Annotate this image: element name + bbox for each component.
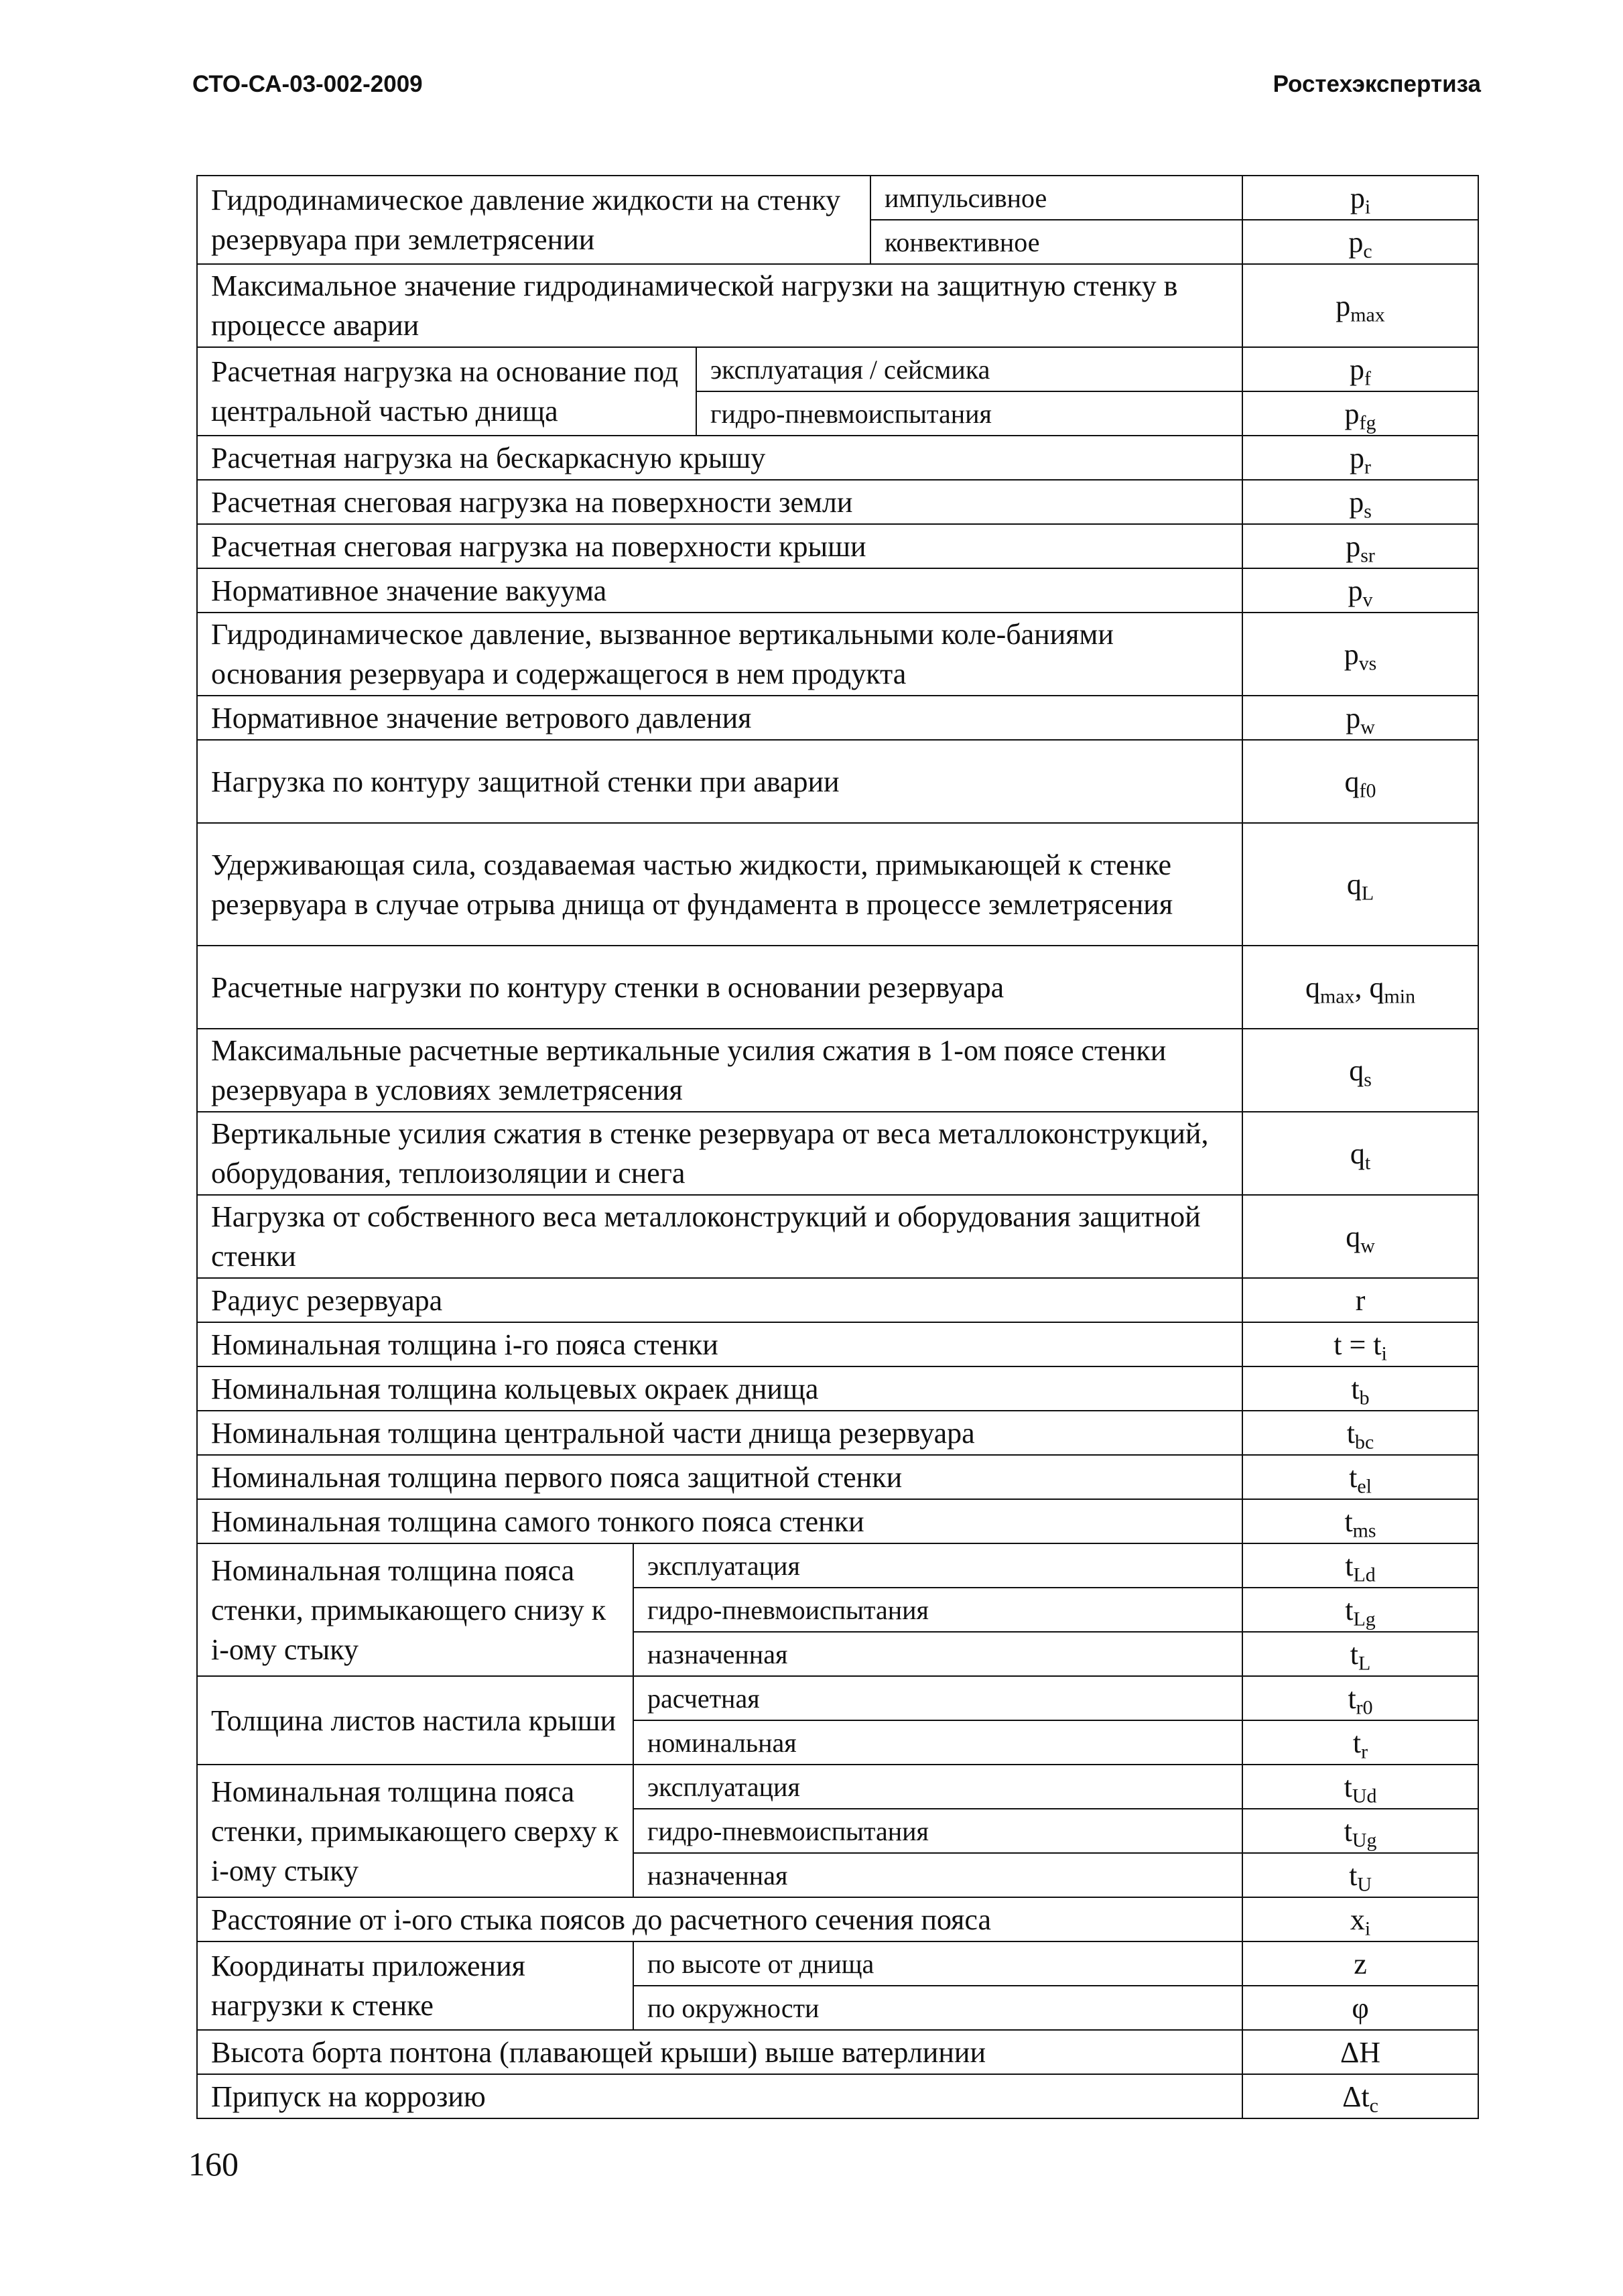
parameter-label: Номинальная толщина пояса стенки, примыкающего снизу к i-ому стыку [197, 1543, 633, 1676]
symbol-base: t [1344, 1814, 1352, 1848]
table-row [197, 740, 1478, 823]
table-row [197, 946, 1478, 1029]
symbol-subscript: bc [1355, 1430, 1374, 1453]
symbol-subscript: L [1358, 1651, 1371, 1674]
parameter-label: Гидродинамическое давление жидкости на стенку резервуара при землетрясении [197, 176, 870, 264]
symbol-cell [1242, 1720, 1478, 1765]
symbol-cell [1242, 1195, 1478, 1278]
parameter-label: Толщина листов настила крыши [197, 1676, 633, 1765]
symbol-cell [1242, 823, 1478, 946]
symbol-subscript: s [1364, 499, 1372, 522]
symbol-base: φ [1352, 1991, 1369, 2025]
symbol-base: t [1345, 1549, 1354, 1582]
sub-parameter-label: по высоте от днища [633, 1941, 1242, 1986]
parameter-label: Номинальная толщина пояса стенки, примыкающего сверху к i-ому стыку [197, 1765, 633, 1897]
symbol-separator: = [1342, 1328, 1374, 1361]
table-row [197, 1499, 1478, 1543]
symbol-cell [1242, 1897, 1478, 1941]
symbol-base: ΔH [1340, 2035, 1381, 2069]
parameter-label: Максимальное значение гидродинамической нагрузки на защитную стенку в процессе аварии [197, 264, 1242, 347]
table-row [197, 2030, 1478, 2074]
symbol-base: q [1349, 1054, 1364, 1087]
symbol-subscript: Ug [1352, 1828, 1377, 1851]
table-row [197, 613, 1478, 696]
symbol-subscript: Ld [1353, 1563, 1376, 1586]
symbol-base: p [1344, 637, 1359, 671]
symbol-subscript: i [1364, 195, 1371, 218]
parameter-label: Расчетная нагрузка на бескаркасную крышу [197, 436, 1242, 480]
symbol-cell [1242, 568, 1478, 613]
symbol-cell [1242, 613, 1478, 696]
symbol-cell [1242, 436, 1478, 480]
symbol-base: p [1348, 225, 1364, 259]
symbol-base: t [1351, 1372, 1360, 1405]
symbol-base: q [1369, 970, 1384, 1004]
sub-parameter-label: конвективное [870, 220, 1242, 264]
table-row [197, 1455, 1478, 1499]
symbol-base: t [1334, 1328, 1342, 1361]
sub-parameter-label: номинальная [633, 1720, 1242, 1765]
symbol-base: p [1344, 397, 1360, 430]
table-row [197, 2074, 1478, 2118]
parameter-label: Номинальная толщина кольцевых окраек днища [197, 1366, 1242, 1411]
symbol-cell [1242, 1588, 1478, 1632]
table-row [197, 568, 1478, 613]
symbol-base: q [1346, 1220, 1361, 1253]
symbol-subscript: U [1357, 1872, 1372, 1895]
table-row [197, 1676, 1478, 1720]
symbol-subscript: Ud [1352, 1784, 1377, 1807]
symbol-subscript: c [1369, 2094, 1378, 2116]
parameter-label: Расстояние от i-ого стыка поясов до расчетного сечения пояса [197, 1897, 1242, 1941]
symbol-separator: , [1354, 970, 1370, 1004]
table-row [197, 176, 1478, 220]
symbol-cell [1242, 1455, 1478, 1499]
symbol-cell [1242, 264, 1478, 347]
symbol-cell [1242, 1853, 1478, 1897]
table-row [197, 436, 1478, 480]
organization-name: Ростехэкспертиза [1273, 71, 1481, 97]
symbol-base: p [1350, 441, 1365, 474]
symbol-subscript: i [1364, 1917, 1371, 1939]
parameter-label: Номинальная толщина самого тонкого пояса стенки [197, 1499, 1242, 1543]
symbol-subscript: max [1320, 984, 1355, 1007]
symbol-base: p [1348, 574, 1363, 607]
symbol-cell [1242, 391, 1478, 436]
table-row [197, 1029, 1478, 1112]
parameter-label: Высота борта понтона (плавающей крыши) выше ватерлинии [197, 2030, 1242, 2074]
symbol-subscript: Lg [1353, 1607, 1376, 1630]
symbol-base: t [1349, 1858, 1358, 1892]
symbol-base: p [1346, 701, 1361, 735]
symbol-cell [1242, 2074, 1478, 2118]
symbol-cell [1242, 1765, 1478, 1809]
document-code: СТО-СА-03-002-2009 [192, 71, 423, 97]
symbol-subscript: f [1364, 367, 1371, 389]
symbol-subscript: max [1350, 303, 1385, 326]
symbol-base: t [1344, 1770, 1352, 1803]
symbol-base: t [1348, 1681, 1356, 1715]
symbol-base: p [1346, 529, 1361, 563]
symbol-cell [1242, 2030, 1478, 2074]
parameter-label: Расчетные нагрузки по контуру стенки в основании резервуара [197, 946, 1242, 1029]
table-row [197, 264, 1478, 347]
sub-parameter-label: эксплуатация [633, 1543, 1242, 1588]
parameter-label: Нагрузка по контуру защитной стенки при аварии [197, 740, 1242, 823]
symbol-cell [1242, 1941, 1478, 1986]
symbol-base: q [1344, 765, 1360, 798]
symbol-subscript: min [1384, 984, 1416, 1007]
parameter-label: Нормативное значение вакуума [197, 568, 1242, 613]
sub-parameter-label: назначенная [633, 1632, 1242, 1676]
parameter-label: Удерживающая сила, создаваемая частью жидкости, примыкающей к стенке резервуара в случае отрыва днища от фундамента в процессе землетрясения [197, 823, 1242, 946]
table-row [197, 1322, 1478, 1366]
table-row [197, 823, 1478, 946]
parameter-label: Расчетная снеговая нагрузка на поверхности крыши [197, 524, 1242, 568]
symbol-subscript: v [1362, 588, 1373, 611]
parameter-label: Номинальная толщина первого пояса защитной стенки [197, 1455, 1242, 1499]
symbols-table [196, 175, 1479, 2119]
sub-parameter-label: назначенная [633, 1853, 1242, 1897]
sub-parameter-label: гидро-пневмоиспытания [633, 1588, 1242, 1632]
parameter-label: Нагрузка от собственного веса металлоконструкций и оборудования защитной стенки [197, 1195, 1242, 1278]
symbol-base: Δt [1342, 2080, 1370, 2113]
symbol-subscript: sr [1360, 544, 1375, 566]
symbol-subscript: r [1361, 1740, 1368, 1763]
symbol-base: t [1349, 1460, 1358, 1494]
symbol-base: x [1350, 1903, 1365, 1936]
symbol-base: t [1345, 1593, 1354, 1627]
table-row [197, 524, 1478, 568]
symbol-cell [1242, 480, 1478, 524]
table-row [197, 1278, 1478, 1322]
symbol-base: t [1352, 1726, 1362, 1759]
parameter-label: Максимальные расчетные вертикальные усилия сжатия в 1-ом поясе стенки резервуара в условиях землетрясения [197, 1029, 1242, 1112]
sub-parameter-label: по окружности [633, 1986, 1242, 2030]
table-row [197, 347, 1478, 391]
parameter-label: Номинальная толщина центральной части днища резервуара [197, 1411, 1242, 1455]
symbol-cell [1242, 1278, 1478, 1322]
symbol-subscript: i [1381, 1342, 1387, 1364]
symbol-cell [1242, 1986, 1478, 2030]
table-row [197, 1941, 1478, 1986]
symbol-base: p [1350, 353, 1365, 386]
table-row [197, 696, 1478, 740]
parameter-label: Расчетная нагрузка на основание под центральной частью днища [197, 347, 696, 436]
parameter-label: Координаты приложения нагрузки к стенке [197, 1941, 633, 2030]
symbol-cell [1242, 1112, 1478, 1195]
symbol-cell [1242, 1029, 1478, 1112]
symbol-subscript: b [1359, 1386, 1370, 1409]
symbol-subscript: vs [1358, 651, 1377, 674]
parameter-label: Номинальная толщина i-го пояса стенки [197, 1322, 1242, 1366]
symbol-cell [1242, 1632, 1478, 1676]
symbol-base: q [1305, 970, 1320, 1004]
sub-parameter-label: эксплуатация / сейсмика [696, 347, 1242, 391]
symbol-subscript: t [1364, 1151, 1371, 1173]
symbol-subscript: w [1360, 1234, 1375, 1257]
symbol-cell [1242, 220, 1478, 264]
symbol-base: t [1373, 1328, 1382, 1361]
table-row [197, 1897, 1478, 1941]
parameter-label: Радиус резервуара [197, 1278, 1242, 1322]
symbol-base: p [1349, 485, 1364, 519]
sub-parameter-label: гидро-пневмоиспытания [633, 1809, 1242, 1853]
table-row [197, 1765, 1478, 1809]
symbol-subscript: f0 [1359, 779, 1376, 802]
symbol-cell [1242, 1366, 1478, 1411]
table-row [197, 1543, 1478, 1588]
symbol-base: r [1355, 1283, 1366, 1317]
symbol-cell [1242, 176, 1478, 220]
symbol-subscript: r [1364, 455, 1371, 478]
sub-parameter-label: расчетная [633, 1676, 1242, 1720]
table-row [197, 1366, 1478, 1411]
symbol-cell [1242, 946, 1478, 1029]
symbol-cell [1242, 524, 1478, 568]
symbol-subscript: w [1360, 715, 1375, 738]
symbol-subscript: el [1357, 1474, 1372, 1497]
table-row [197, 1411, 1478, 1455]
symbol-base: t [1350, 1637, 1358, 1671]
symbol-base: t [1344, 1505, 1353, 1538]
table-row [197, 1112, 1478, 1195]
symbol-subscript: L [1361, 882, 1374, 905]
symbol-base: q [1346, 868, 1362, 901]
symbol-subscript: c [1363, 239, 1372, 262]
symbol-subscript: s [1364, 1068, 1372, 1090]
symbol-base: t [1346, 1416, 1356, 1450]
parameter-label: Нормативное значение ветрового давления [197, 696, 1242, 740]
table-row [197, 480, 1478, 524]
sub-parameter-label: гидро-пневмоиспытания [696, 391, 1242, 436]
symbol-base: p [1350, 181, 1365, 214]
parameter-label: Припуск на коррозию [197, 2074, 1242, 2118]
symbol-base: z [1354, 1947, 1367, 1980]
symbol-cell [1242, 1322, 1478, 1366]
page-number: 160 [188, 2145, 239, 2183]
symbol-cell [1242, 696, 1478, 740]
symbol-cell [1242, 1676, 1478, 1720]
symbol-base: p [1336, 289, 1351, 322]
symbol-subscript: ms [1352, 1519, 1376, 1541]
table-row [197, 1195, 1478, 1278]
parameter-label: Вертикальные усилия сжатия в стенке резервуара от веса металлоконструкций, оборудования, теплоизоляции и снега [197, 1112, 1242, 1195]
sub-parameter-label: импульсивное [870, 176, 1242, 220]
symbol-cell [1242, 347, 1478, 391]
symbol-subscript: fg [1359, 411, 1376, 434]
sub-parameter-label: эксплуатация [633, 1765, 1242, 1809]
symbol-cell [1242, 1809, 1478, 1853]
symbol-cell [1242, 1543, 1478, 1588]
symbol-base: q [1350, 1137, 1365, 1170]
symbol-cell [1242, 740, 1478, 823]
parameter-label: Расчетная снеговая нагрузка на поверхности земли [197, 480, 1242, 524]
symbol-subscript: r0 [1356, 1696, 1373, 1718]
symbol-cell [1242, 1411, 1478, 1455]
symbol-cell [1242, 1499, 1478, 1543]
parameter-label: Гидродинамическое давление, вызванное вертикальными коле-баниями основания резервуара и содержащегося в нем продукта [197, 613, 1242, 696]
